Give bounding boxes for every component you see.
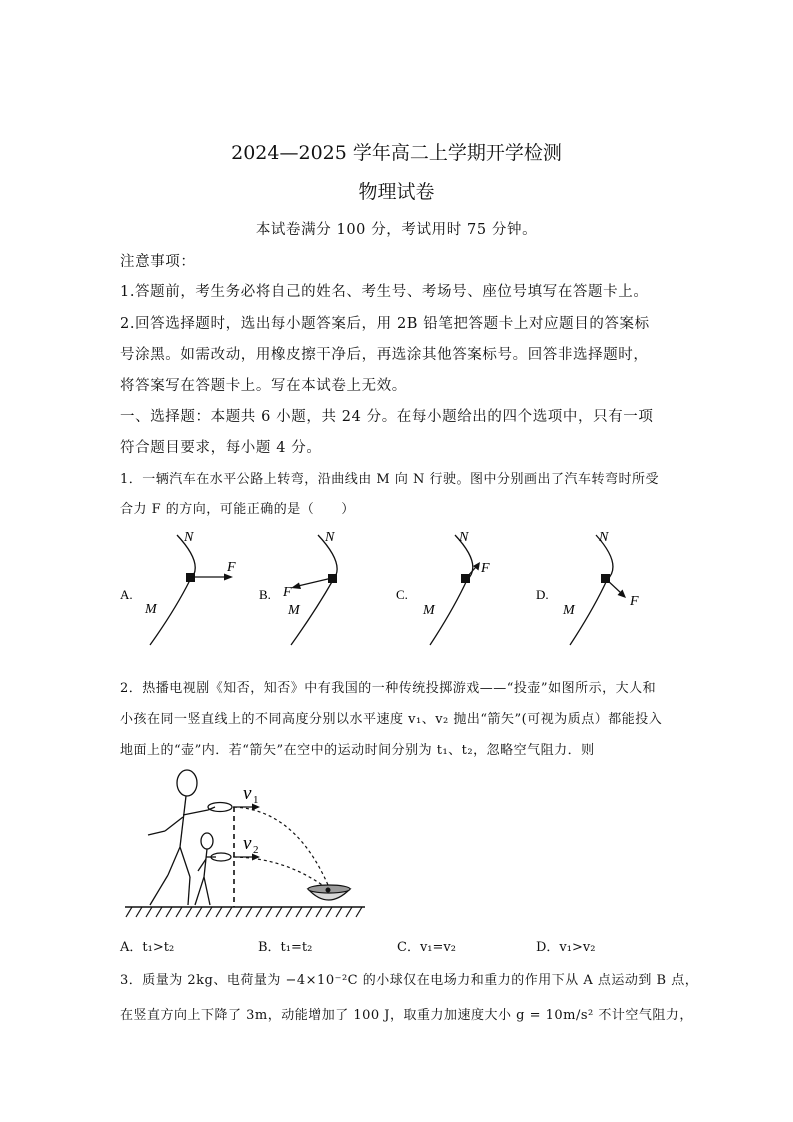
q3-line-2: 在竖直方向上下降了 3m，动能增加了 100 J，取重力加速度大小 g = 10m/s² 不计空气阻力， (120, 1008, 693, 1023)
q1-line-2: 合力 F 的方向，可能正确的是（ ） (120, 502, 355, 517)
label-v1-sub: 1 (253, 794, 259, 806)
exam-title: 2024—2025 学年高二上学期开学检测 (231, 142, 562, 164)
option-a-label: A. (120, 587, 133, 602)
note-2-line-2: 号涂黑。如需改动，用橡皮擦干净后，再选涂其他答案标号。回答非选择题时， (120, 347, 649, 363)
child-figure (195, 833, 216, 905)
q2-line-3: 地面上的“壶”内．若“箭矢”在空中的运动时间分别为 t₁、t₂，忽略空气阻力．则 (120, 743, 595, 758)
label-v2: v (243, 833, 252, 854)
ground-hatching (126, 907, 362, 917)
note-2-line-3: 将答案写在答题卡上。写在本试卷上无效。 (120, 378, 407, 394)
label-n: N (599, 530, 609, 545)
label-m: M (145, 602, 157, 617)
label-v2-sub: 2 (253, 844, 259, 856)
option-c-label: C. (396, 587, 408, 602)
label-f: F (630, 594, 639, 609)
q1-line-1: 1．一辆汽车在水平公路上转弯，沿曲线由 M 向 N 行驶。图中分别画出了汽车转弯时所受 (120, 472, 659, 487)
label-f: F (227, 560, 236, 575)
label-m: M (288, 603, 300, 618)
note-1: 1.答题前，考生务必将自己的姓名、考生号、考场号、座位号填写在答题卡上。 (120, 284, 649, 300)
q2-figure-touhu (120, 765, 380, 920)
q2-option-d: D．v₁>v₂ (536, 940, 596, 955)
adult-figure (148, 770, 215, 905)
label-m: M (423, 603, 435, 618)
label-f: F (481, 561, 490, 576)
q2-line-1: 2．热播电视剧《知否，知否》中有我国的一种传统投掷游戏——“投壶”如图所示，大人和 (120, 681, 657, 696)
q3-line-1: 3．质量为 2kg、电荷量为 −4×10⁻²C 的小球仅在电场力和重力的作用下从 A 点运动到 B 点， (120, 973, 699, 988)
label-m: M (563, 603, 575, 618)
label-v1: v (243, 783, 252, 804)
label-n: N (459, 530, 469, 545)
option-d-label: D. (536, 587, 549, 602)
q2-option-c: C．v₁=v₂ (397, 940, 456, 955)
q1-figure-a (115, 525, 275, 655)
subject-title: 物理试卷 (358, 181, 435, 203)
exam-info: 本试卷满分 100 分，考试用时 75 分钟。 (255, 222, 538, 238)
label-n: N (325, 530, 335, 545)
notes-heading: 注意事项： (120, 254, 196, 270)
note-2-line-1: 2.回答选择题时，选出每小题答案后，用 2B 铅笔把答题卡上对应题目的答案标 (120, 316, 650, 332)
label-n: N (184, 530, 194, 545)
section-1-line-1: 一、选择题：本题共 6 小题，共 24 分。在每小题给出的四个选项中，只有一项 (120, 409, 654, 425)
q2-line-2: 小孩在同一竖直线上的不同高度分别以水平速度 v₁、v₂ 抛出“箭矢”(可视为质点）都能投入 (120, 712, 663, 727)
q1-figure-d (533, 525, 693, 655)
q1-figure-c (393, 525, 553, 655)
option-b-label: B. (259, 587, 271, 602)
q2-option-a: A．t₁>t₂ (120, 940, 175, 955)
label-f: F (283, 585, 292, 600)
q1-figure-b (256, 525, 416, 655)
q2-option-b: B．t₁=t₂ (258, 940, 313, 955)
section-1-line-2: 符合题目要求，每小题 4 分。 (120, 440, 322, 456)
